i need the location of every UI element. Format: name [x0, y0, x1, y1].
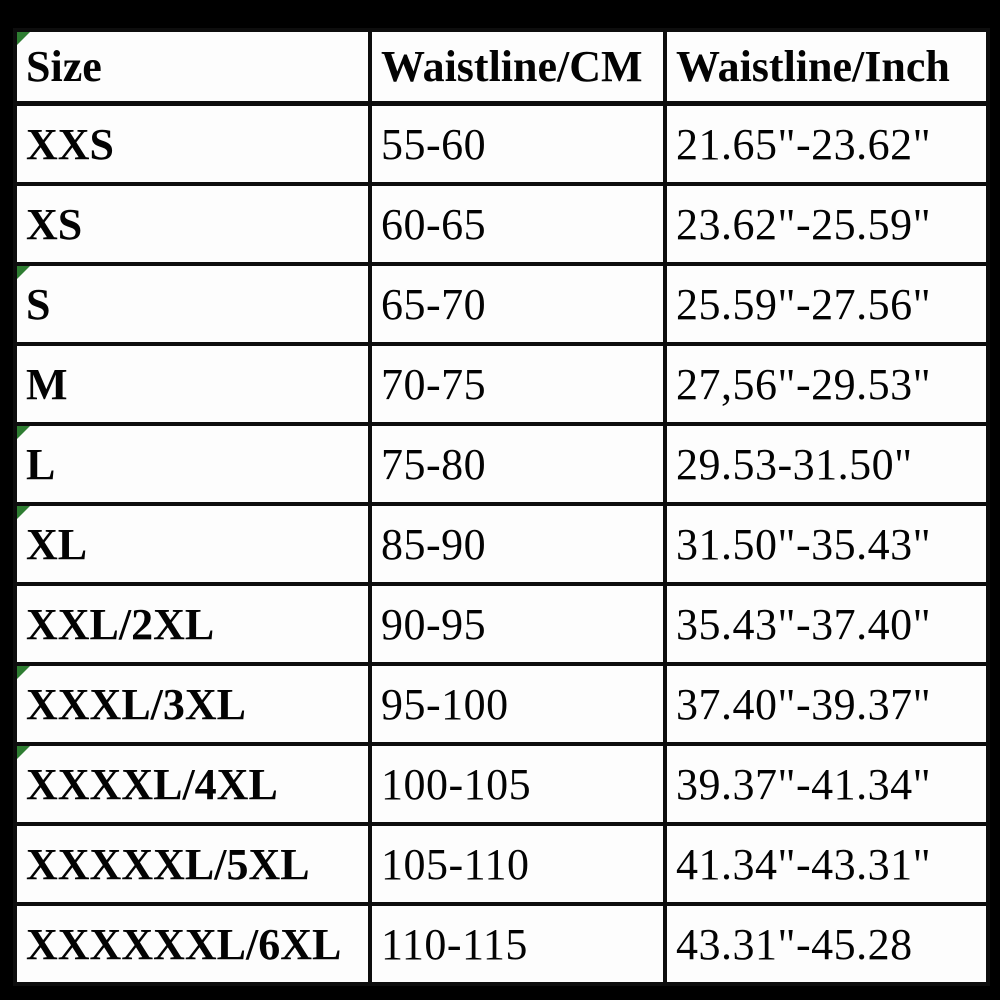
table-row [15, 504, 988, 584]
waistline-inch-value: 25.59"-27.56" [676, 279, 932, 329]
size-cell [15, 584, 370, 664]
waistline-cm-cell [370, 344, 665, 424]
waistline-cm-cell [370, 184, 665, 264]
waistline-inch-cell [665, 264, 988, 344]
waistline-cm-cell [370, 424, 665, 504]
header-row [15, 30, 988, 104]
size-chart-table [13, 28, 990, 986]
size-value: XXXL/3XL [26, 679, 247, 729]
waistline-cm-value: 55-60 [381, 119, 487, 169]
waistline-inch-cell [665, 104, 988, 185]
column-header-waistline-inch [665, 30, 988, 104]
table-row [15, 584, 988, 664]
size-value: XXL/2XL [26, 599, 215, 649]
table-row [15, 904, 988, 984]
table-row [15, 344, 988, 424]
table-row [15, 424, 988, 504]
waistline-inch-value: 43.31"-45.28 [676, 919, 913, 969]
column-header-waistline-cm [370, 30, 665, 104]
waistline-inch-value: 21.65"-23.62" [676, 119, 932, 169]
waistline-cm-cell [370, 584, 665, 664]
waistline-inch-cell [665, 744, 988, 824]
waistline-cm-cell [370, 504, 665, 584]
size-cell [15, 744, 370, 824]
waistline-inch-value: 35.43"-37.40" [676, 599, 932, 649]
size-value: XL [26, 519, 88, 569]
waistline-inch-value: 31.50"-35.43" [676, 519, 932, 569]
size-value: S [26, 279, 51, 329]
size-cell [15, 424, 370, 504]
size-cell [15, 184, 370, 264]
waistline-cm-cell [370, 664, 665, 744]
waistline-inch-cell [665, 344, 988, 424]
waistline-cm-value: 105-110 [381, 839, 530, 889]
waistline-inch-cell [665, 584, 988, 664]
waistline-inch-cell [665, 504, 988, 584]
waistline-cm-cell [370, 824, 665, 904]
waistline-inch-cell [665, 824, 988, 904]
waistline-cm-value: 110-115 [381, 919, 528, 969]
waistline-cm-value: 95-100 [381, 679, 509, 729]
size-cell [15, 824, 370, 904]
size-value: XS [26, 199, 83, 249]
column-header-waistline-cm-label: Waistline/CM [381, 42, 643, 91]
size-value: L [26, 439, 56, 489]
waistline-inch-cell [665, 664, 988, 744]
column-header-waistline-inch-label: Waistline/Inch [676, 42, 950, 91]
size-cell [15, 104, 370, 185]
size-cell [15, 264, 370, 344]
waistline-inch-value: 39.37"-41.34" [676, 759, 932, 809]
size-value: XXXXXL/5XL [26, 839, 310, 889]
waistline-cm-cell [370, 104, 665, 185]
waistline-cm-value: 85-90 [381, 519, 487, 569]
table-row [15, 824, 988, 904]
size-cell [15, 344, 370, 424]
corner-flag-icon [17, 426, 30, 439]
waistline-cm-cell [370, 744, 665, 824]
table-row [15, 264, 988, 344]
size-cell [15, 504, 370, 584]
waistline-inch-value: 23.62"-25.59" [676, 199, 932, 249]
size-value: M [26, 359, 68, 409]
table-row [15, 184, 988, 264]
waistline-inch-value: 29.53-31.50" [676, 439, 913, 489]
waistline-cm-value: 90-95 [381, 599, 487, 649]
corner-flag-icon [17, 666, 30, 679]
waistline-cm-value: 70-75 [381, 359, 487, 409]
table-row [15, 664, 988, 744]
waistline-cm-value: 75-80 [381, 439, 487, 489]
size-cell [15, 664, 370, 744]
waistline-cm-cell [370, 904, 665, 984]
size-value: XXS [26, 119, 115, 169]
size-value: XXXXXXL/6XL [26, 919, 342, 969]
corner-flag-icon [17, 746, 30, 759]
size-value: XXXXL/4XL [26, 759, 278, 809]
waistline-inch-cell [665, 184, 988, 264]
waistline-inch-value: 37.40"-39.37" [676, 679, 932, 729]
waistline-inch-cell [665, 424, 988, 504]
waistline-cm-value: 60-65 [381, 199, 487, 249]
waistline-cm-value: 100-105 [381, 759, 532, 809]
waistline-cm-value: 65-70 [381, 279, 487, 329]
waistline-inch-cell [665, 904, 988, 984]
corner-flag-icon [17, 506, 30, 519]
waistline-inch-value: 41.34"-43.31" [676, 839, 932, 889]
size-cell [15, 904, 370, 984]
table-row [15, 744, 988, 824]
waistline-inch-value: 27,56"-29.53" [676, 359, 932, 409]
column-header-size [15, 30, 370, 104]
table-row [15, 104, 988, 185]
column-header-size-label: Size [26, 42, 102, 91]
waistline-cm-cell [370, 264, 665, 344]
corner-flag-icon [17, 266, 30, 279]
